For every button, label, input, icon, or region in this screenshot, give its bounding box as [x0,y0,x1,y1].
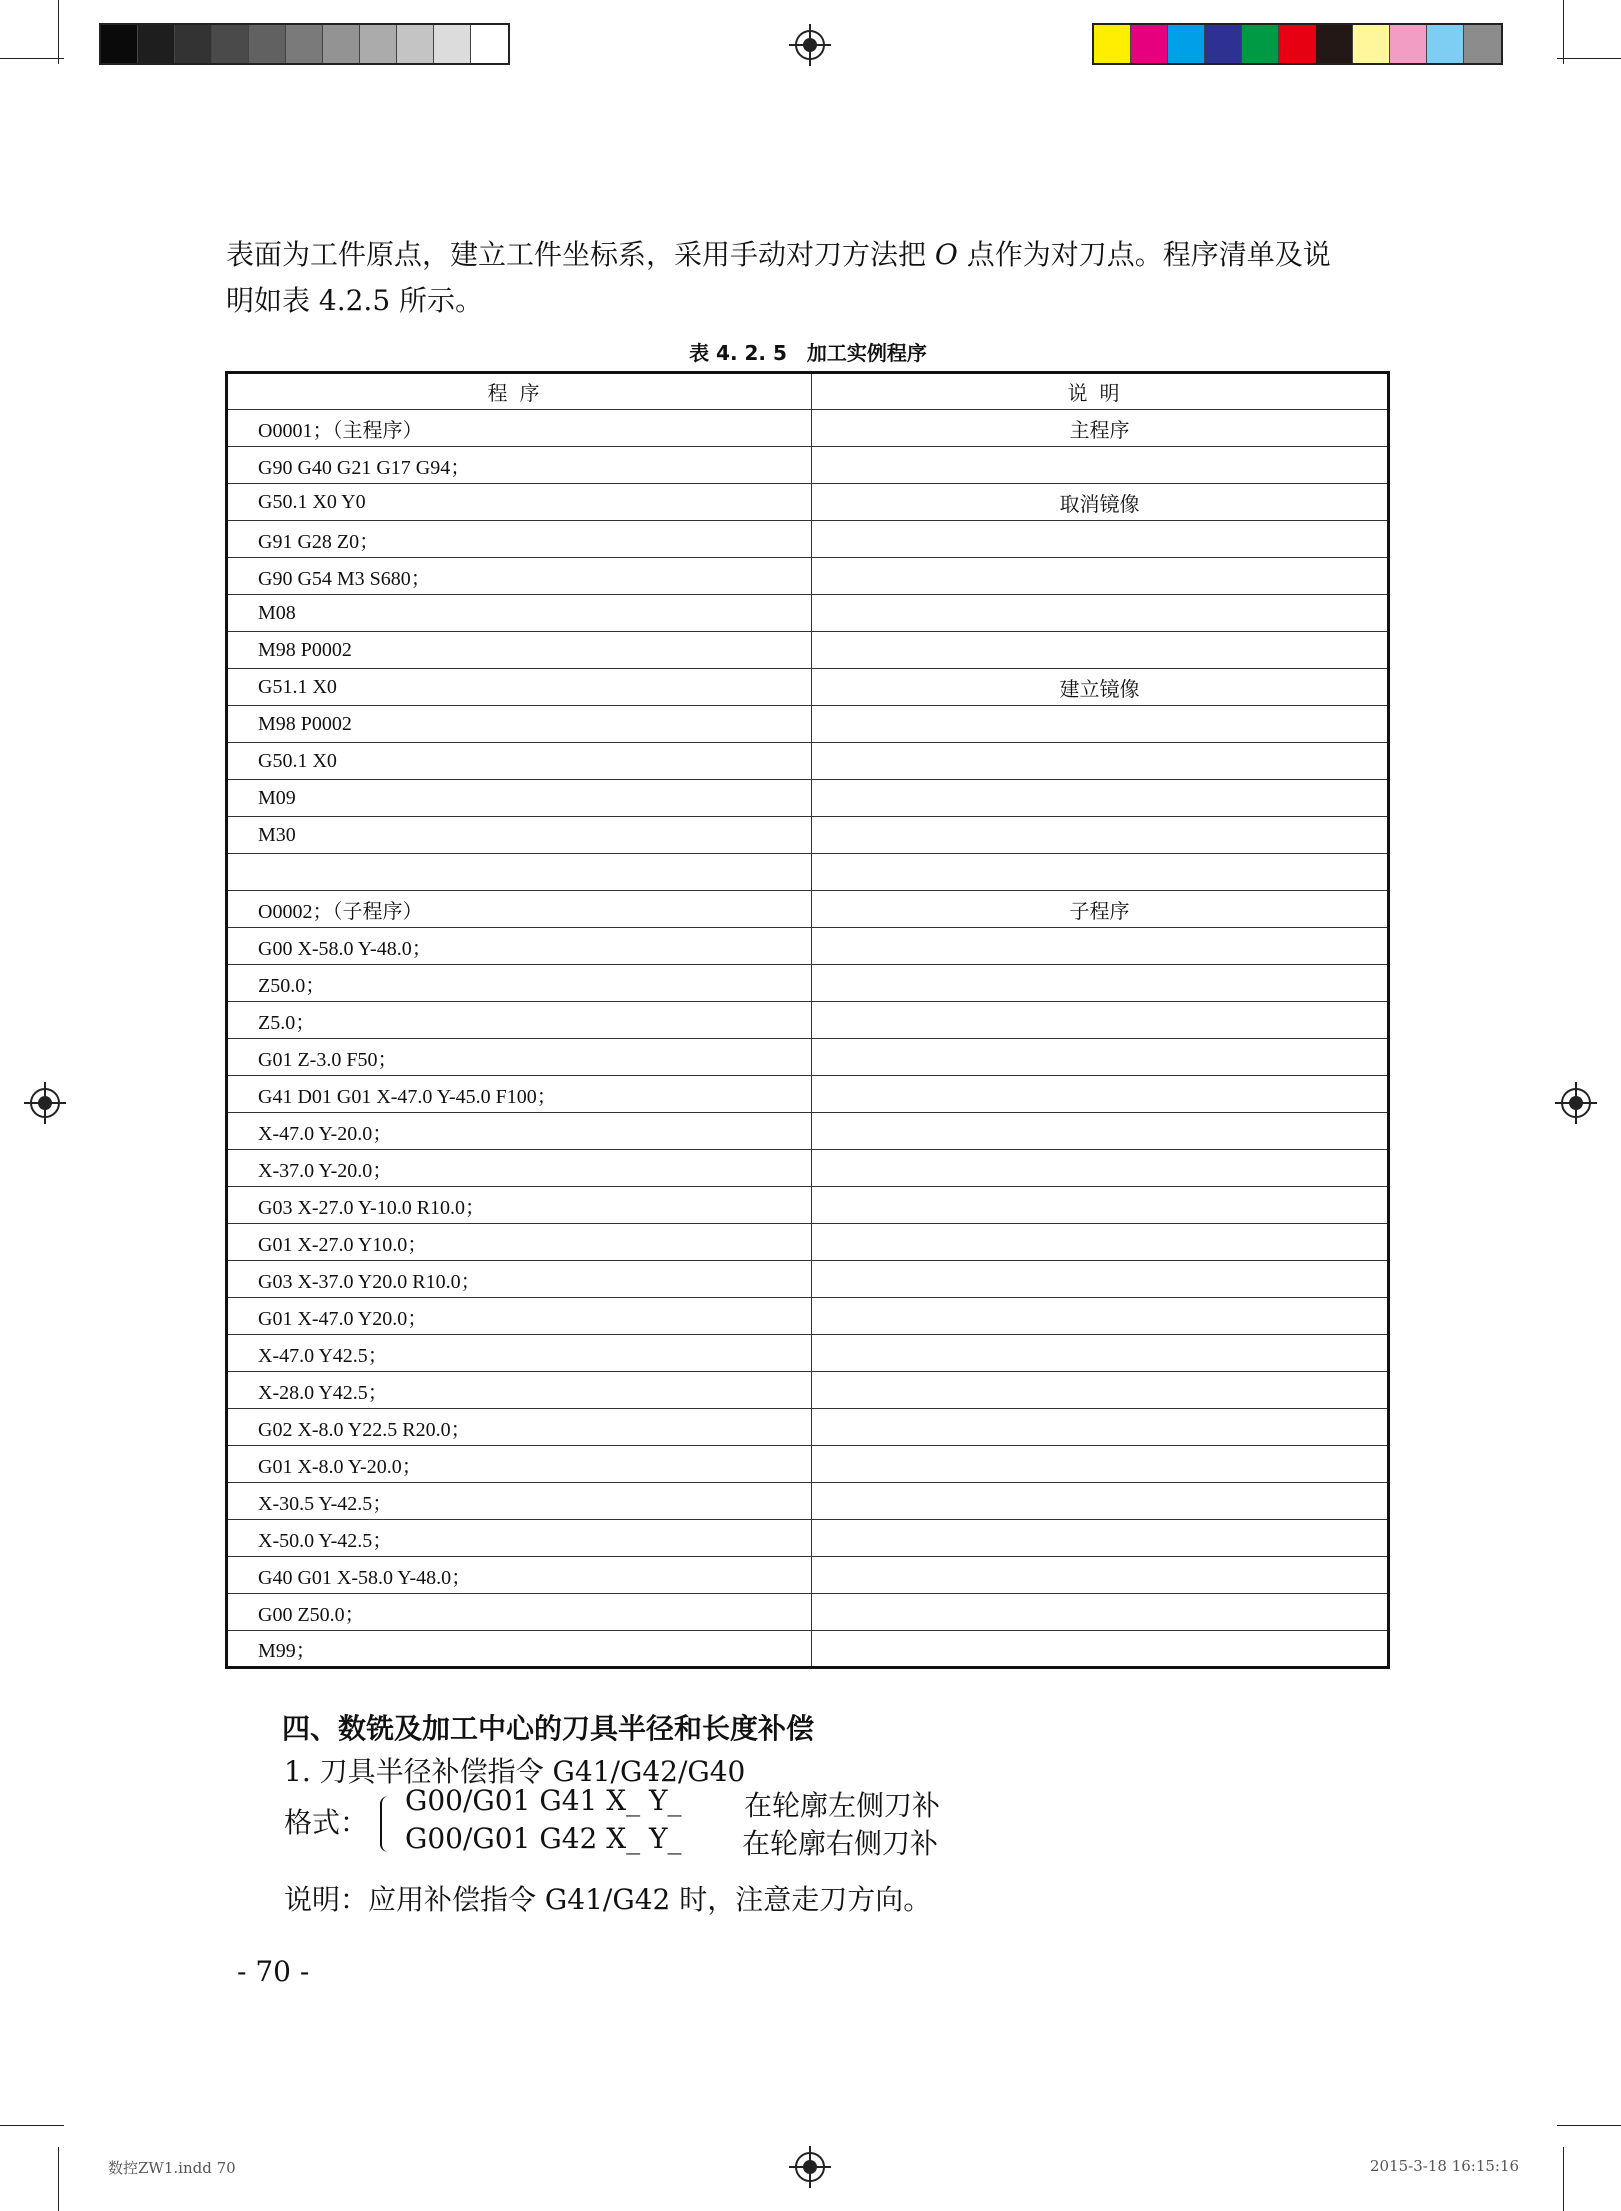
program-cell: G01 Z-3.0 F50； [227,1039,812,1076]
color-swatch [1390,25,1427,63]
program-cell: X-50.0 Y-42.5； [227,1520,812,1557]
table-row [227,1298,1389,1335]
table-row [227,484,1389,521]
description-cell: 主程序 [812,410,1389,447]
color-swatch [1242,25,1279,63]
cmyk-color-bar [1092,23,1503,65]
registration-mark-icon [795,2152,825,2182]
crop-mark [58,2147,59,2211]
crop-mark [58,0,59,64]
table-row [227,410,1389,447]
color-swatch [1131,25,1168,63]
table-row [227,1594,1389,1631]
grayscale-color-bar [99,23,510,65]
program-cell: G90 G40 G21 G17 G94； [227,447,812,484]
registration-mark-icon [1561,1088,1591,1118]
program-cell: M98 P0002 [227,632,812,669]
table-row [227,891,1389,928]
program-cell: X-37.0 Y-20.0； [227,1150,812,1187]
table-row [227,1113,1389,1150]
description-cell [812,1002,1389,1039]
description-cell [812,928,1389,965]
program-cell: X-47.0 Y42.5； [227,1335,812,1372]
footer-file-info: 数控ZW1.indd 70 [108,2159,236,2177]
footer-timestamp: 2015-3-18 16:15:16 [1370,2157,1520,2175]
program-cell: M98 P0002 [227,706,812,743]
table-row [227,1261,1389,1298]
program-cell: O0001；（主程序） [227,410,812,447]
header-program: 程序 [227,373,812,410]
color-swatch [286,25,323,63]
crop-mark [1557,58,1621,59]
program-cell: G90 G54 M3 S680； [227,558,812,595]
table-row [227,1520,1389,1557]
format-brace [380,1796,394,1852]
program-cell: G02 X-8.0 Y22.5 R20.0； [227,1409,812,1446]
table-row [227,743,1389,780]
table-row [227,558,1389,595]
table-caption: 表 4. 2. 5 加工实例程序 [689,341,927,365]
page-number: - 70 - [237,1955,310,1988]
program-cell: O0002；（子程序） [227,891,812,928]
description-cell [812,1631,1389,1668]
description-cell [812,1224,1389,1261]
program-cell: G00 Z50.0； [227,1594,812,1631]
color-swatch [1279,25,1316,63]
color-swatch [101,25,138,63]
table-row [227,1224,1389,1261]
format-line-1-code: G00/G01 G41 X_ Y_ [405,1784,682,1817]
color-swatch [1464,25,1501,63]
registration-mark-icon [795,30,825,60]
color-swatch [175,25,212,63]
description-cell [812,743,1389,780]
table-row [227,1002,1389,1039]
section-subtitle: 1. 刀具半径补偿指令 G41/G42/G40 [284,1755,746,1788]
program-cell: G41 D01 G01 X-47.0 Y-45.0 F100； [227,1076,812,1113]
crop-mark [1563,0,1564,64]
format-line-2-code: G00/G01 G42 X_ Y_ [405,1822,682,1855]
registration-mark-icon [30,1088,60,1118]
format-line-1-note: 在轮廓左侧刀补 [744,1789,941,1822]
description-cell [812,854,1389,891]
color-swatch [212,25,249,63]
description-cell [812,1298,1389,1335]
description-cell [812,965,1389,1002]
program-table [225,371,1390,1669]
program-cell: G01 X-8.0 Y-20.0； [227,1446,812,1483]
table-row [227,1039,1389,1076]
table-row [227,632,1389,669]
description-cell [812,1113,1389,1150]
description-cell [812,1039,1389,1076]
table-row [227,595,1389,632]
table-row [227,706,1389,743]
description-cell [812,1483,1389,1520]
section-title: 四、数铣及加工中心的刀具半径和长度补偿 [282,1712,815,1745]
table-row [227,447,1389,484]
description-cell [812,595,1389,632]
description-cell [812,447,1389,484]
program-cell: X-30.5 Y-42.5； [227,1483,812,1520]
color-swatch [1353,25,1390,63]
table-row [227,817,1389,854]
color-swatch [323,25,360,63]
description-cell [812,1076,1389,1113]
description-cell: 子程序 [812,891,1389,928]
table-row [227,1446,1389,1483]
description-cell [812,706,1389,743]
program-cell: Z50.0； [227,965,812,1002]
table-header-row [227,373,1389,410]
program-cell: G51.1 X0 [227,669,812,706]
program-cell: X-47.0 Y-20.0； [227,1113,812,1150]
table-row [227,1483,1389,1520]
color-swatch [471,25,508,63]
description-cell: 取消镜像 [812,484,1389,521]
table-row [227,521,1389,558]
color-swatch [1094,25,1131,63]
table-row [227,1372,1389,1409]
description-cell [812,558,1389,595]
description-cell [812,521,1389,558]
format-line-2-note: 在轮廓右侧刀补 [742,1827,939,1860]
intro-paragraph [226,232,1396,324]
description-cell [812,1335,1389,1372]
description-cell [812,632,1389,669]
description-cell [812,1557,1389,1594]
header-description: 说明 [812,373,1389,410]
description-cell: 建立镜像 [812,669,1389,706]
crop-mark [0,2125,64,2126]
color-swatch [249,25,286,63]
description-cell [812,1187,1389,1224]
description-cell [812,1409,1389,1446]
color-swatch [1168,25,1205,63]
program-cell: G50.1 X0 [227,743,812,780]
format-label: 格式： [284,1806,369,1839]
table-row [227,669,1389,706]
description-cell [812,1520,1389,1557]
color-swatch [1427,25,1464,63]
program-cell: G03 X-27.0 Y-10.0 R10.0； [227,1187,812,1224]
table-row [227,1187,1389,1224]
table-row [227,780,1389,817]
color-swatch [1205,25,1242,63]
table-row [227,854,1389,891]
table-row [227,1557,1389,1594]
program-cell: M30 [227,817,812,854]
program-cell: G00 X-58.0 Y-48.0； [227,928,812,965]
crop-mark [1557,2125,1621,2126]
description-cell [812,817,1389,854]
color-swatch [397,25,434,63]
table-row [227,928,1389,965]
description-cell [812,1261,1389,1298]
intro-line-2: 明如表 4.2.5 所示。 [226,284,484,317]
crop-mark [0,58,64,59]
table-row [227,1335,1389,1372]
description-cell [812,780,1389,817]
program-cell: G03 X-37.0 Y20.0 R10.0； [227,1261,812,1298]
program-cell [227,854,812,891]
description-cell [812,1594,1389,1631]
table-row [227,1409,1389,1446]
color-swatch [138,25,175,63]
description-cell [812,1446,1389,1483]
table-row [227,1150,1389,1187]
intro-line-1: 表面为工件原点，建立工件坐标系，采用手动对刀方法把 O 点作为对刀点。程序清单及说 [226,238,1331,271]
usage-note: 说明：应用补偿指令 G41/G42 时，注意走刀方向。 [284,1883,932,1916]
crop-mark [1563,2147,1564,2211]
program-cell: G91 G28 Z0； [227,521,812,558]
color-swatch [434,25,471,63]
program-cell: M99； [227,1631,812,1668]
program-cell: G50.1 X0 Y0 [227,484,812,521]
table-row [227,965,1389,1002]
program-cell: G01 X-27.0 Y10.0； [227,1224,812,1261]
table-row [227,1076,1389,1113]
description-cell [812,1150,1389,1187]
program-cell: Z5.0； [227,1002,812,1039]
program-cell: G40 G01 X-58.0 Y-48.0； [227,1557,812,1594]
program-cell: M09 [227,780,812,817]
program-cell: G01 X-47.0 Y20.0； [227,1298,812,1335]
description-cell [812,1372,1389,1409]
program-cell: X-28.0 Y42.5； [227,1372,812,1409]
color-swatch [1316,25,1353,63]
program-cell: M08 [227,595,812,632]
table-row [227,1631,1389,1668]
color-swatch [360,25,397,63]
